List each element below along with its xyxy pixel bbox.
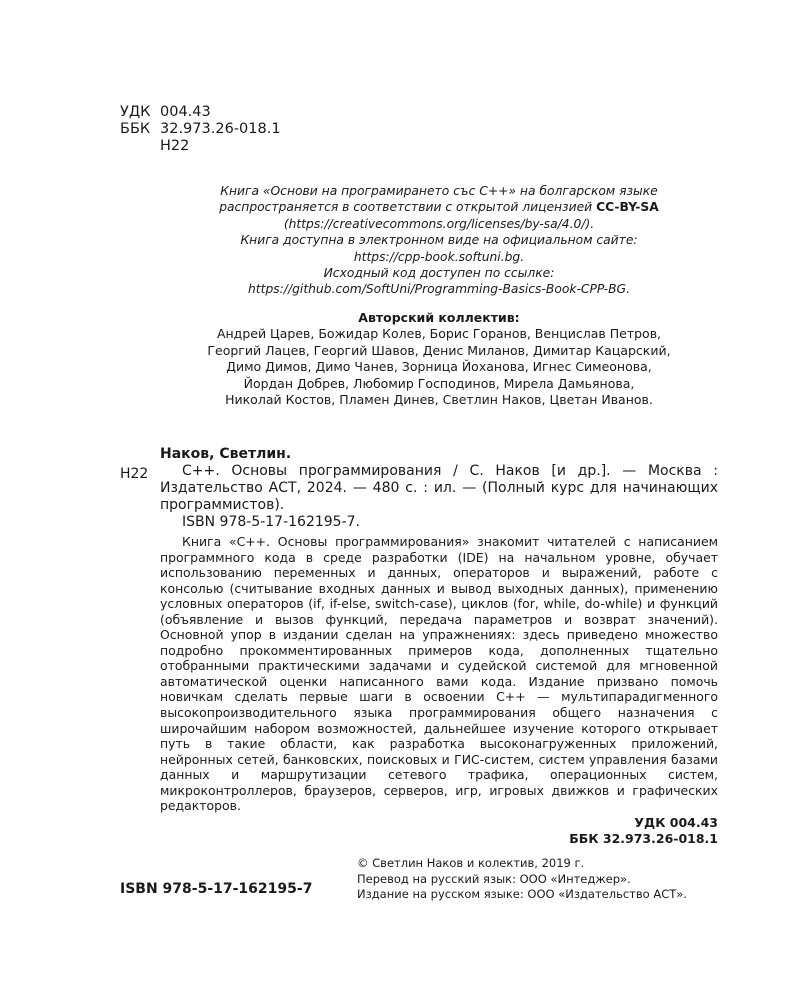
bbk-label: ББК	[120, 121, 151, 137]
udk-label: УДК	[120, 104, 151, 120]
author-collective	[160, 310, 718, 408]
notice-line: Книга доступна в электронном виде на официальном сайте:	[240, 233, 638, 248]
license-name: CC-BY-SA	[596, 200, 659, 215]
translation-line: Перевод на русский язык: ООО «Интеджер».	[357, 871, 631, 886]
authors-line: Андрей Царев, Божидар Колев, Борис Горанов, Венцислав Петров,	[216, 326, 662, 342]
record-isbn: ISBN 978-5-17-162195-7.	[182, 514, 360, 530]
license-url: (https://creativecommons.org/licenses/by-sa/4.0/).	[283, 216, 595, 231]
authors-line: Георгий Лацев, Георгий Шавов, Денис Миланов, Димитар Кацарский,	[207, 342, 671, 358]
authors-line: Николай Костов, Пламен Динев, Светлин Наков, Цветан Иванов.	[225, 392, 653, 408]
bibliographic-record	[160, 446, 718, 531]
right-bbk: ББК 32.973.26-018.1	[569, 831, 718, 846]
copyright-block	[357, 856, 687, 903]
classification-codes	[120, 104, 281, 155]
annotation-text: Книга «С++. Основы программирования» знакомит читателей с написанием программного кода в среде разработки (IDE) на начальном уровне, обучает использованию переменных и данных, операторов и выражений, работе с консолью (считывание входных данных и вывод выходных данных), применению условных операторов (if, if-else, switch-case), циклов (for, while, do-while) и функций (объявление и вызов функций, передача параметров и возврат значений). Основной упор в издании сделан на упражнениях: здесь приведено множество подробно прокомментированных примеров кода, дополненных тщательно отобранными практическими задачами и судейской системой для мгновенной автоматической оценки написанного вами кода. Издание призвано помочь новичкам сделать первые шаги в освоении С++ — мультипарадигменного высокопроизводительного языка программирования общего назначения с широчайшим набором возможностей, дальнейшее изучение которого открывает путь в такие области, как разработка высоконагруженных приложений, нейронных сетей, банковских, поисковых и ГИС-систем, систем управления базами данных и маршрутизации сетевого трафика, операционных систем, микроконтроллеров, браузеров, серверов, игр, игровых движков и графических редакторов.	[160, 534, 718, 814]
record-author: Наков, Светлин.	[160, 446, 292, 462]
publisher-line: Издание на русском языке: ООО «Издательство АСТ».	[357, 887, 687, 901]
notice-line: Книга «Основи на програмирането със С++» на болгарском языке	[220, 184, 658, 198]
right-classification	[556, 815, 718, 847]
notice-line: распространяется в соответствии с открытой лицензией CC-BY-SA	[219, 200, 659, 215]
license-notice	[160, 183, 718, 298]
isbn-footer: ISBN 978-5-17-162195-7	[120, 881, 313, 897]
site-url: https://cpp-book.softuni.bg.	[353, 249, 525, 264]
authors-line: Димо Димов, Димо Чанев, Зорница Йоханова, Игнес Симеонова,	[226, 359, 652, 375]
side-author-mark: Н22	[120, 466, 149, 482]
bbk-value: 32.973.26-018.1	[160, 121, 281, 137]
authors-heading: Авторский коллектив:	[358, 310, 520, 325]
right-udk: УДК 004.43	[634, 815, 718, 830]
authors-line: Йордан Добрев, Любомир Господинов, Мирела Дамьянова,	[243, 375, 635, 391]
record-description: С++. Основы программирования / С. Наков [и др.]. — Москва : Издательство АСТ, 2024. — 480 с. : ил. — (Полный курс для начинающих программистов).	[160, 463, 718, 513]
repo-url: https://github.com/SoftUni/Programming-Basics-Book-CPP-BG.	[248, 282, 630, 297]
notice-line: Исходный код доступен по ссылке:	[323, 266, 555, 281]
copyright-line: © Светлин Наков и колектив, 2019 г.	[357, 856, 585, 870]
author-mark: Н22	[160, 138, 190, 154]
udk-value: 004.43	[160, 104, 211, 120]
